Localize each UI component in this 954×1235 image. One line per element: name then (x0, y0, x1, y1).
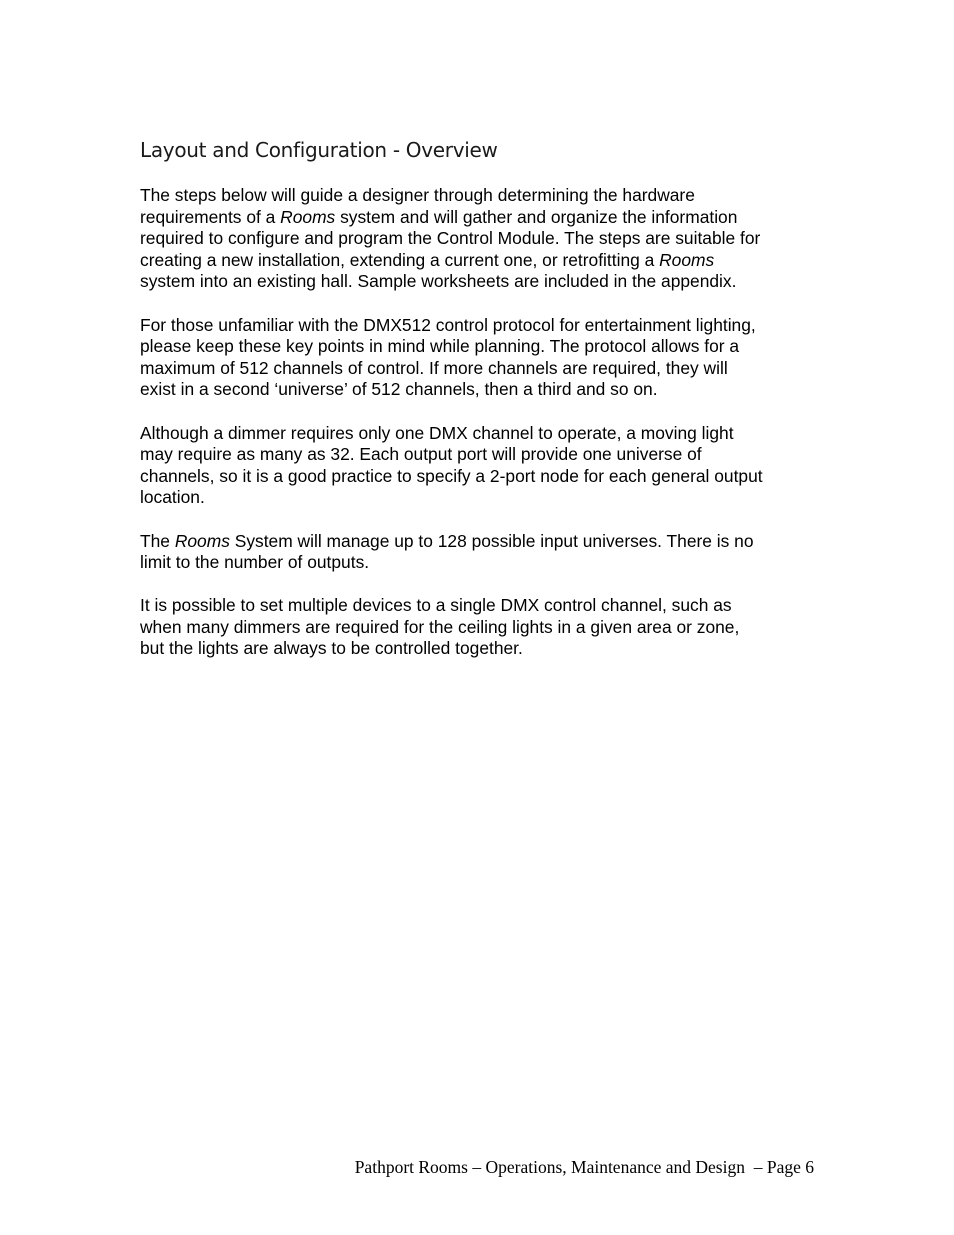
text-line: limit to the number of outputs. (140, 552, 370, 573)
text-line (140, 207, 830, 229)
text-line (140, 531, 830, 553)
text-line: system into an existing hall. Sample worksheets are included in the appendix. (140, 271, 737, 292)
page-footer: Pathport Rooms – Operations, Maintenance and Design – Page 6 (354, 1157, 814, 1177)
text-line: required to configure and program the Control Module. The steps are suitable for (140, 228, 761, 249)
text-line: It is possible to set multiple devices to a single DMX control channel, such as (140, 595, 732, 616)
text-run: system and will gather and organize the information (335, 206, 738, 227)
text-line: location. (140, 487, 205, 508)
body-text (140, 185, 830, 682)
text-line: channels, so it is a good practice to specify a 2-port node for each general output (140, 465, 763, 486)
text-line: maximum of 512 channels of control. If more channels are required, they will (140, 357, 728, 378)
paragraph-hardware-steps (140, 185, 830, 293)
product-name-italic: Rooms (659, 249, 715, 270)
text-line: when many dimmers are required for the ceiling lights in a given area or zone, (140, 616, 740, 637)
text-run: requirements of a (140, 206, 281, 227)
text-line: For those unfamiliar with the DMX512 control protocol for entertainment lighting, (140, 314, 756, 335)
section-heading: Layout and Configuration - Overview (140, 138, 498, 162)
paragraph-input-universes (140, 531, 830, 574)
product-name-italic: Rooms (174, 530, 230, 551)
text-line: exist in a second ‘universe’ of 512 channels, then a third and so on. (140, 379, 658, 400)
text-run: creating a new installation, extending a current one, or retrofitting a (140, 249, 660, 270)
text-line: The steps below will guide a designer through determining the hardware (140, 185, 695, 205)
text-line: may require as many as 32. Each output port will provide one universe of (140, 444, 702, 465)
text-line: Although a dimmer requires only one DMX channel to operate, a moving light (140, 422, 734, 443)
text-run: The (140, 530, 175, 551)
product-name-italic: Rooms (280, 206, 336, 227)
text-run: System will manage up to 128 possible input universes. There is no (229, 530, 754, 551)
paragraph-dimmer-channels (140, 423, 830, 509)
paragraph-multiple-devices (140, 595, 830, 660)
text-line: please keep these key points in mind while planning. The protocol allows for a (140, 336, 740, 357)
text-line: but the lights are always to be controlled together. (140, 638, 523, 659)
paragraph-dmx512-protocol (140, 315, 830, 401)
text-line (140, 250, 830, 272)
